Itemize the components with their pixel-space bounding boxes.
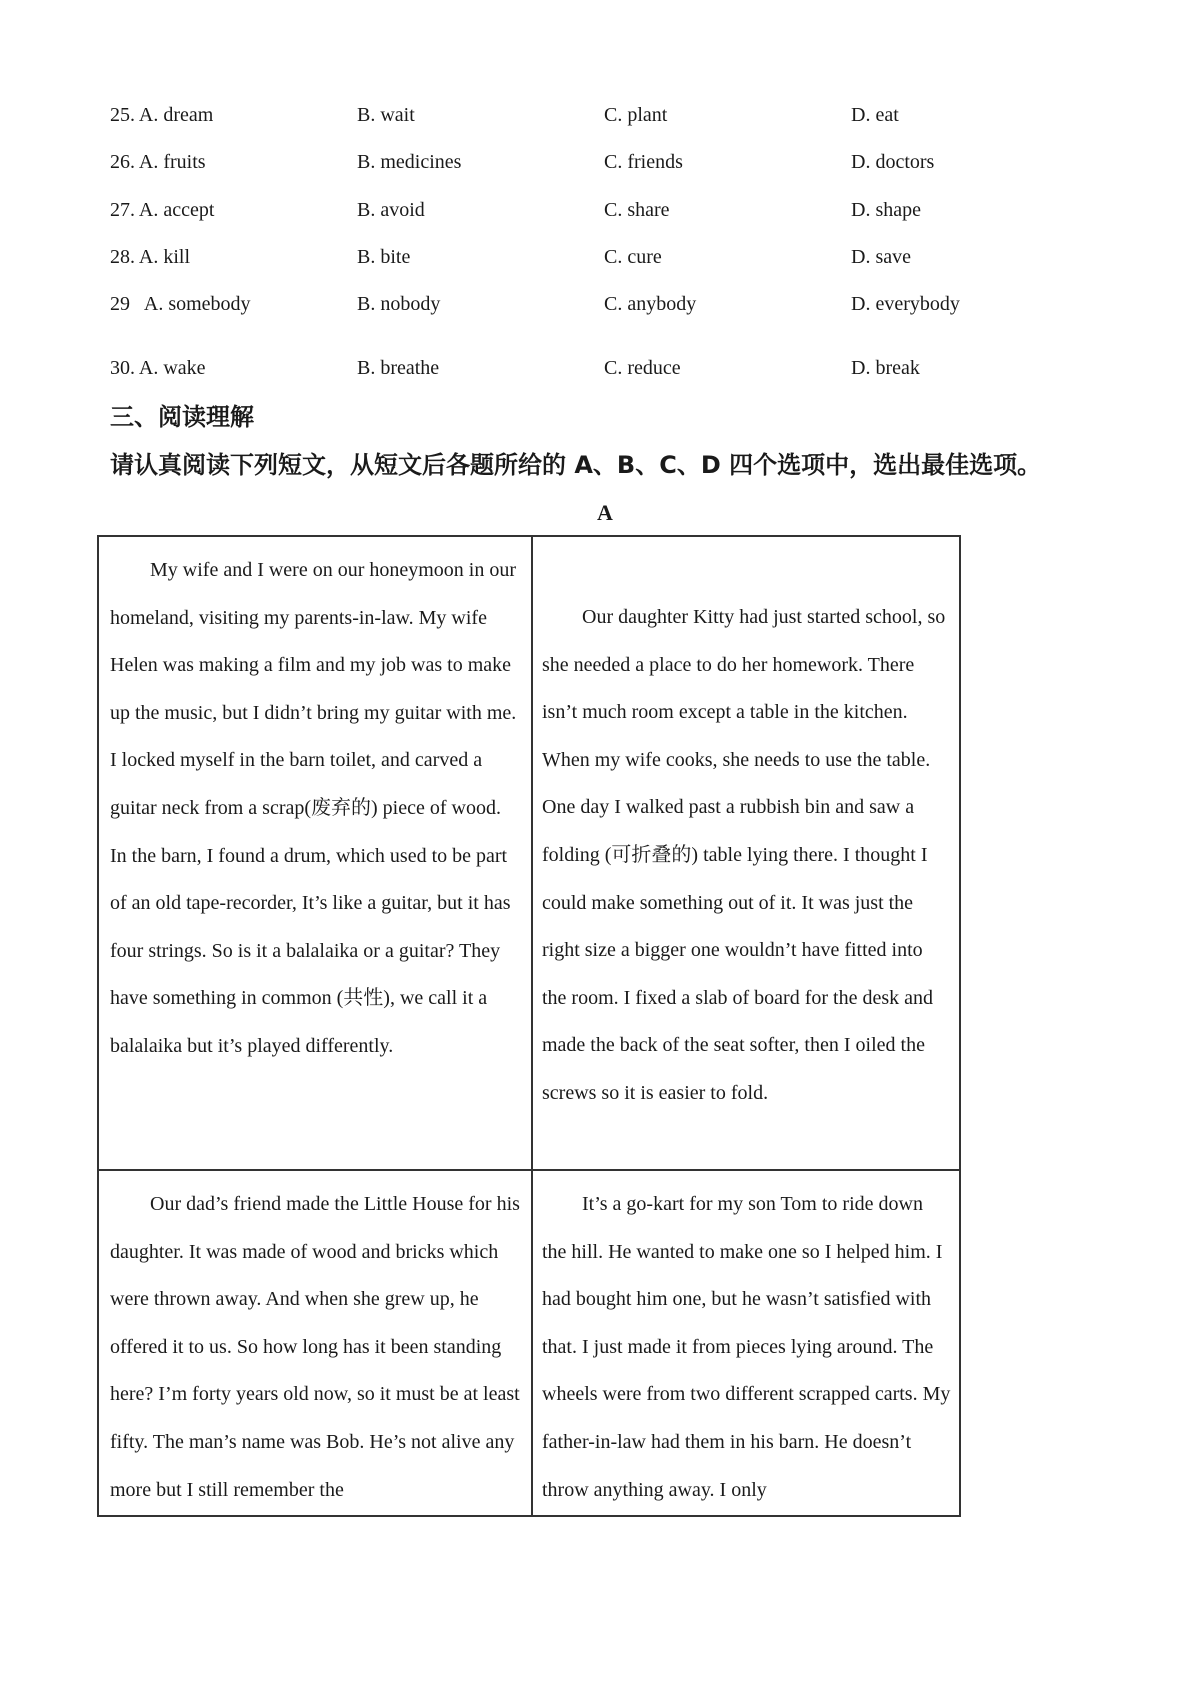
passage-cell-bottom-left	[110, 1181, 520, 1514]
option-b: B. bite	[357, 246, 411, 268]
option-b: B. nobody	[357, 293, 441, 315]
option-a: 27. A. accept	[110, 199, 215, 221]
passage-cell-top-right	[542, 594, 952, 1118]
option-d: D. save	[851, 246, 911, 268]
table-divider-horizontal	[99, 1169, 959, 1171]
section-instruction: 请认真阅读下列短文，从短文后各题所给的 A、B、C、D 四个选项中，选出最佳选项。	[110, 451, 1042, 479]
option-b: B. wait	[357, 104, 415, 126]
option-d: D. shape	[851, 199, 921, 221]
option-c: C. share	[604, 199, 670, 221]
passage-table	[97, 535, 961, 1517]
option-c: C. friends	[604, 151, 683, 173]
option-a: 26. A. fruits	[110, 151, 206, 173]
option-d: D. everybody	[851, 293, 960, 315]
option-row-27	[0, 195, 1200, 225]
option-row-26	[0, 147, 1200, 177]
passage-label: A	[597, 500, 613, 525]
option-a: 30. A. wake	[110, 357, 206, 379]
option-a: 29 A. somebody	[110, 293, 251, 315]
option-c: C. reduce	[604, 357, 681, 379]
option-row-29	[0, 289, 1200, 319]
passage-text: Our daughter Kitty had just started school, so she needed a place to do her homework. There isn’t much room except a table in the kitchen. When my wife cooks, she needs to use the table. One day I walked past a rubbish bin and saw a folding (可折叠的) table lying there. I thought I could make something out of it. It was just the right size a bigger one wouldn’t have fitted into the room. I fixed a slab of board for the desk and made the back of the seat softer, then I oiled the screws so it is easier to fold.	[542, 606, 946, 1104]
option-row-28	[0, 242, 1200, 272]
option-row-25	[0, 100, 1200, 130]
passage-text: My wife and I were on our honeymoon in our homeland, visiting my parents-in-law. My wife Helen was making a film and my job was to make up the music, but I didn’t bring my guitar with me. I locked myself in the barn toilet, and carved a guitar neck from a scrap(废弃的) piece of wood. In the barn, I found a drum, which used to be part of an old tape-recorder, It’s like a guitar, but it has four strings. So is it a balalaika or a guitar? They have something in common (共性), we call it a balalaika but it’s played differently.	[110, 559, 517, 1057]
option-c: C. anybody	[604, 293, 697, 315]
option-d: D. break	[851, 357, 920, 379]
passage-cell-top-left	[110, 547, 520, 1071]
option-b: B. breathe	[357, 357, 440, 379]
option-a: 28. A. kill	[110, 246, 191, 268]
section-title: 三、阅读理解	[110, 403, 254, 431]
option-c: C. cure	[604, 246, 662, 268]
option-c: C. plant	[604, 104, 668, 126]
table-divider-vertical	[531, 537, 533, 1515]
option-a: 25. A. dream	[110, 104, 214, 126]
option-d: D. eat	[851, 104, 899, 126]
option-d: D. doctors	[851, 151, 935, 173]
option-b: B. medicines	[357, 151, 462, 173]
passage-text: Our dad’s friend made the Little House for his daughter. It was made of wood and bricks which were thrown away. And when she grew up, he offered it to us. So how long has it been standing here? I’m forty years old now, so it must be at least fifty. The man’s name was Bob. He’s not alive any more but I still remember the	[110, 1193, 520, 1501]
passage-text: It’s a go-kart for my son Tom to ride down the hill. He wanted to make one so I helped him. I had bought him one, but he wasn’t satisfied with that. I just made it from pieces lying around. The wheels were from two different scrapped carts. My father-in-law had them in his barn. He doesn’t throw anything away. I only	[542, 1193, 951, 1501]
option-row-30	[0, 353, 1200, 383]
passage-cell-bottom-right	[542, 1181, 952, 1514]
option-b: B. avoid	[357, 199, 425, 221]
